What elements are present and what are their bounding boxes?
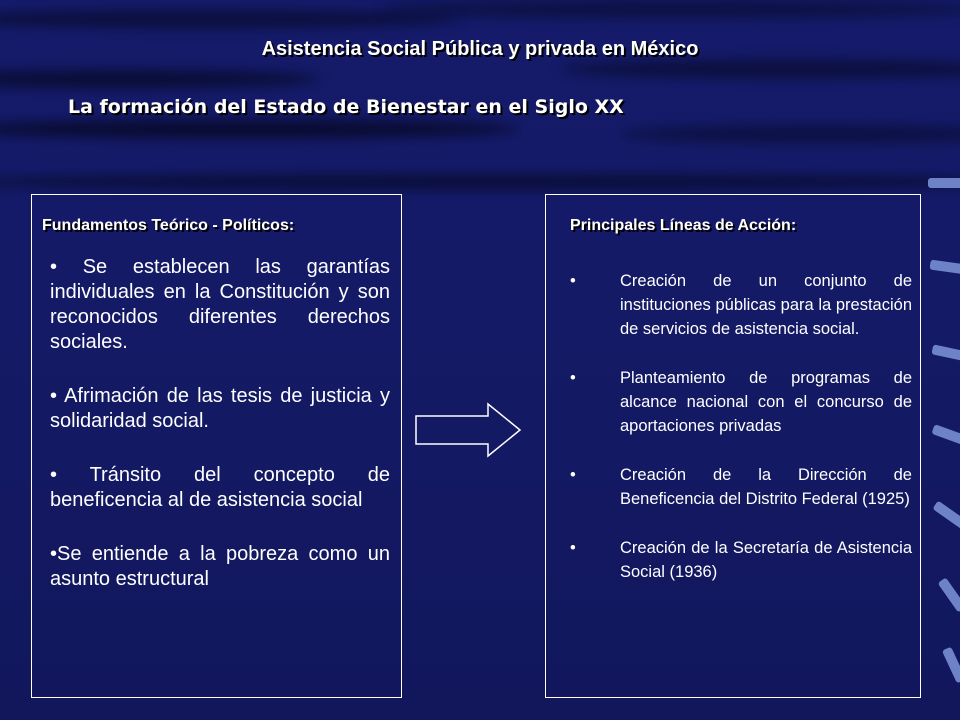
background-streak xyxy=(560,60,960,78)
edge-mark xyxy=(938,577,960,612)
bullet-icon: • xyxy=(570,539,576,557)
slide-subtitle: La formación del Estado de Bienestar en el Siglo XX xyxy=(68,96,624,118)
list-item-text: Creación de la Dirección de Beneficencia del Distrito Federal (1925) xyxy=(620,466,912,508)
bullet-icon: • xyxy=(570,466,576,484)
list-item xyxy=(570,463,912,511)
background-streak xyxy=(620,125,960,143)
foundations-heading: Fundamentos Teórico - Políticos: xyxy=(42,217,295,234)
edge-mark xyxy=(942,647,960,684)
list-item: •Se entiende a la pobreza como un asunto estructural xyxy=(50,543,390,590)
edge-mark xyxy=(929,260,960,275)
slide-title: Asistencia Social Pública y privada en México xyxy=(261,38,699,60)
list-item: • Tránsito del concepto de beneficencia al de asistencia social xyxy=(50,464,390,511)
background-streak xyxy=(0,10,460,28)
bullet-icon: • xyxy=(570,272,576,290)
action-lines-heading: Principales Líneas de Acción: xyxy=(570,217,797,234)
list-item: • Afrimación de las tesis de justicia y solidaridad social. xyxy=(50,385,390,432)
list-item: • Se establecen las garantías individuales en la Constitución y son reconocidos diferentes derechos sociales. xyxy=(50,256,390,353)
list-item xyxy=(570,536,912,584)
background-streak xyxy=(0,120,520,138)
action-lines-panel xyxy=(545,194,921,698)
foundations-panel xyxy=(31,194,402,698)
list-item-text: Planteamiento de programas de alcance nacional con el concurso de aportaciones privadas xyxy=(620,369,912,435)
right-arrow-outline-icon xyxy=(414,402,524,458)
list-item-text: Creación de la Secretaría de Asistencia Social (1936) xyxy=(620,539,912,581)
edge-mark xyxy=(932,501,960,530)
list-item xyxy=(570,366,912,438)
bullet-icon: • xyxy=(570,369,576,387)
background-streak xyxy=(380,0,960,18)
background-streak xyxy=(0,175,960,189)
action-lines-list xyxy=(570,269,912,609)
list-item-text: Creación de un conjunto de instituciones públicas para la prestación de servicios de asistencia social. xyxy=(620,272,912,338)
edge-mark xyxy=(931,424,960,446)
list-item xyxy=(570,269,912,341)
edge-mark xyxy=(928,178,960,188)
foundations-list xyxy=(50,255,390,621)
background-streak xyxy=(0,70,320,88)
edge-mark xyxy=(931,344,960,361)
